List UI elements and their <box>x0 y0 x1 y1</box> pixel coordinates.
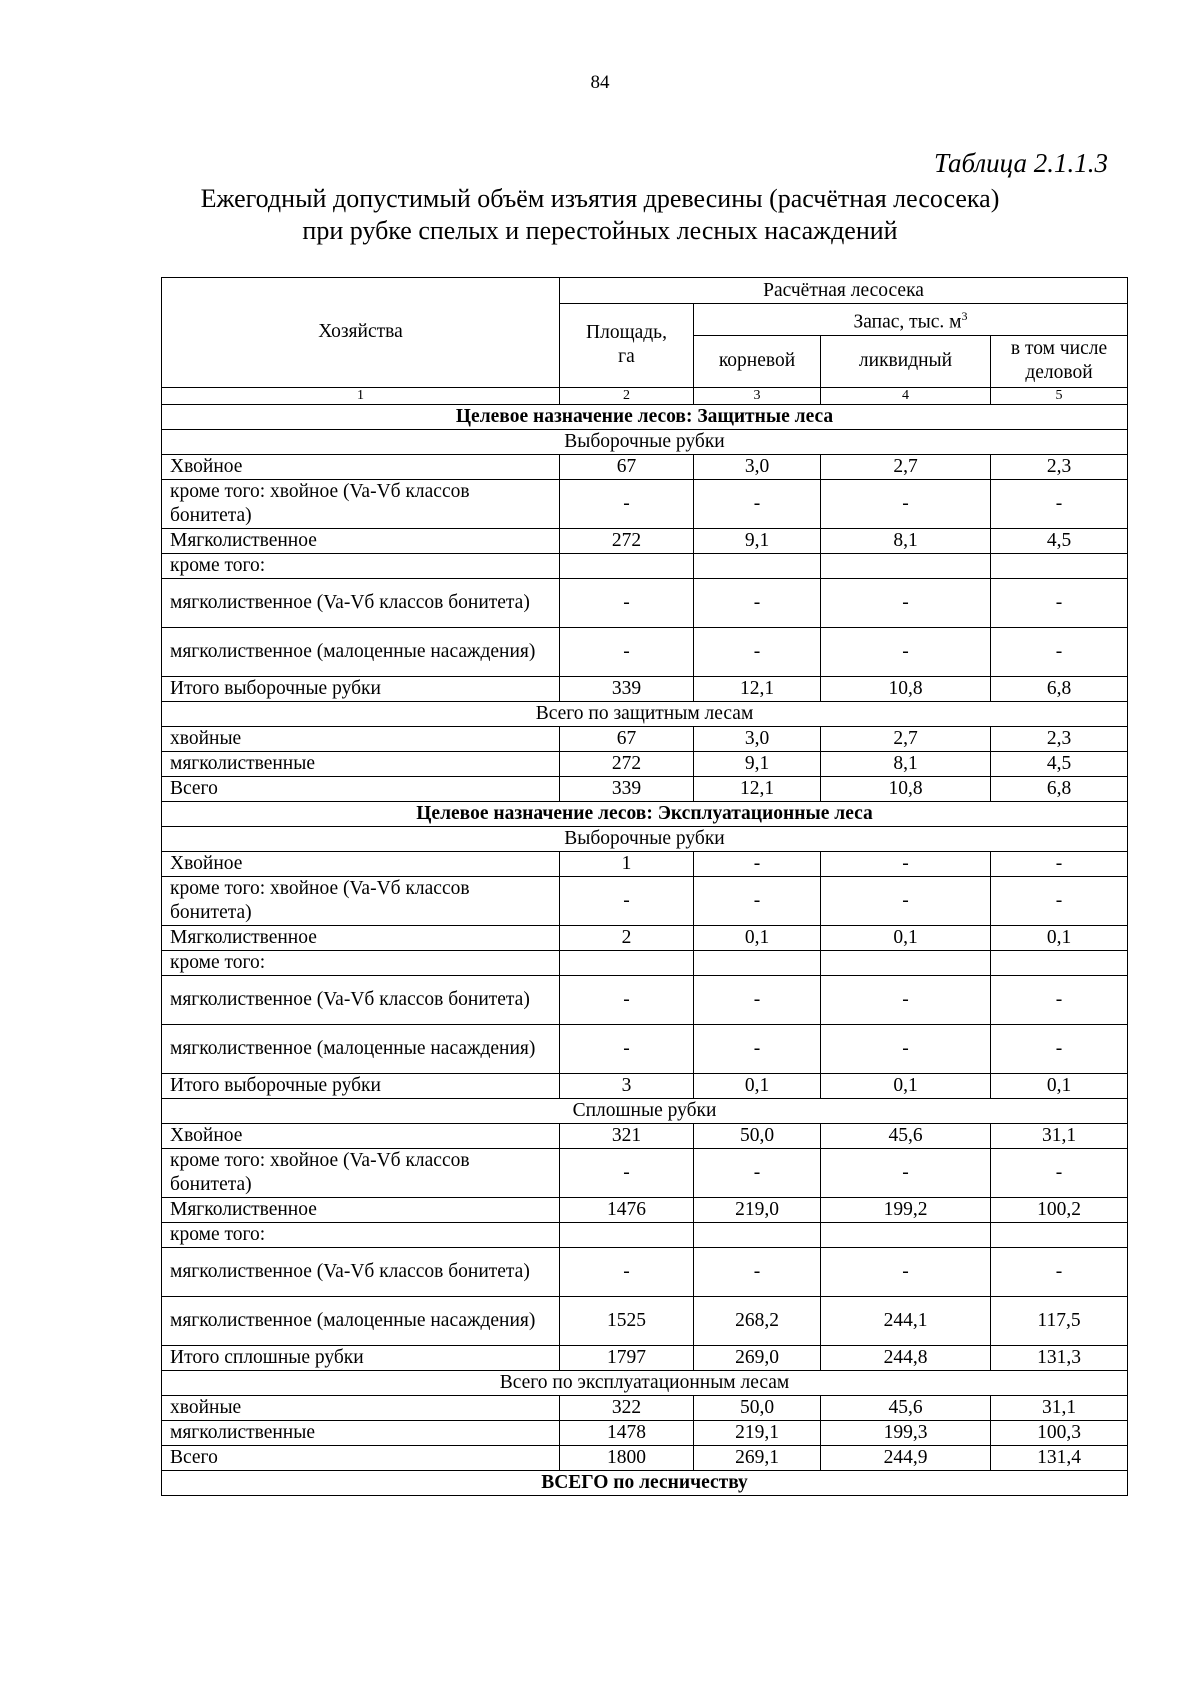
table-row <box>162 1024 1128 1073</box>
subsection-heading: Выборочные рубки <box>162 826 1128 851</box>
table-row <box>162 553 1128 578</box>
subsection-heading-row <box>162 429 1128 454</box>
root-stock-value: 269,1 <box>694 1445 821 1470</box>
column-number: 5 <box>991 387 1128 404</box>
liquid-stock-value: 199,3 <box>821 1420 991 1445</box>
row-label: кроме того: <box>162 1222 560 1247</box>
root-stock-value: 3,0 <box>694 454 821 479</box>
commercial-stock-value: 6,8 <box>991 676 1128 701</box>
header-delovoy-line2: деловой <box>1025 362 1093 383</box>
table-body <box>162 404 1128 1495</box>
commercial-stock-value: 2,3 <box>991 454 1128 479</box>
table-label: Таблица 2.1.1.3 <box>933 148 1108 178</box>
liquid-stock-value: - <box>821 876 991 925</box>
commercial-stock-value <box>991 1222 1128 1247</box>
page-number: 84 <box>590 72 610 93</box>
area-value: 322 <box>560 1395 694 1420</box>
root-stock-value: 219,1 <box>694 1420 821 1445</box>
commercial-stock-value: 0,1 <box>991 1073 1128 1098</box>
root-stock-value: - <box>694 1024 821 1073</box>
area-value: - <box>560 1024 694 1073</box>
header-ploshchad <box>560 304 694 388</box>
area-value: 1 <box>560 851 694 876</box>
liquid-stock-value <box>821 553 991 578</box>
subsection-heading-row <box>162 826 1128 851</box>
area-value: - <box>560 627 694 676</box>
section-heading: Целевое назначение лесов: Защитные леса <box>162 404 1128 429</box>
commercial-stock-value: 100,3 <box>991 1420 1128 1445</box>
row-label: Хвойное <box>162 454 560 479</box>
area-value: 1478 <box>560 1420 694 1445</box>
root-stock-value: 9,1 <box>694 751 821 776</box>
column-number: 3 <box>694 387 821 404</box>
commercial-stock-value: - <box>991 1148 1128 1197</box>
area-value: - <box>560 1247 694 1296</box>
liquid-stock-value <box>821 950 991 975</box>
root-stock-value: 268,2 <box>694 1296 821 1345</box>
root-stock-value <box>694 950 821 975</box>
row-label: Мягколиственное <box>162 925 560 950</box>
row-label: хвойные <box>162 1395 560 1420</box>
root-stock-value: - <box>694 876 821 925</box>
commercial-stock-value: 6,8 <box>991 776 1128 801</box>
table-row <box>162 1148 1128 1197</box>
row-label: мягколиственное (Va-Vб классов бонитета) <box>162 975 560 1024</box>
row-label: Итого сплошные рубки <box>162 1345 560 1370</box>
area-value: - <box>560 975 694 1024</box>
row-label: кроме того: хвойное (Va-Vб классов бонитета) <box>162 479 560 528</box>
liquid-stock-value: 45,6 <box>821 1123 991 1148</box>
column-number: 1 <box>162 387 560 404</box>
table-row <box>162 1247 1128 1296</box>
commercial-stock-value: 31,1 <box>991 1395 1128 1420</box>
liquid-stock-value: - <box>821 975 991 1024</box>
liquid-stock-value: - <box>821 479 991 528</box>
table-row <box>162 479 1128 528</box>
liquid-stock-value: 2,7 <box>821 454 991 479</box>
area-value: 272 <box>560 751 694 776</box>
root-stock-value: 12,1 <box>694 776 821 801</box>
root-stock-value: 269,0 <box>694 1345 821 1370</box>
root-stock-value: - <box>694 1148 821 1197</box>
liquid-stock-value: 10,8 <box>821 776 991 801</box>
liquid-stock-value: 0,1 <box>821 1073 991 1098</box>
row-label: мягколиственные <box>162 751 560 776</box>
subsection-heading: Выборочные рубки <box>162 429 1128 454</box>
liquid-stock-value: - <box>821 1024 991 1073</box>
row-label: кроме того: <box>162 950 560 975</box>
commercial-stock-value: 117,5 <box>991 1296 1128 1345</box>
area-value: 272 <box>560 528 694 553</box>
liquid-stock-value: 45,6 <box>821 1395 991 1420</box>
commercial-stock-value: 31,1 <box>991 1123 1128 1148</box>
row-label: мягколиственное (Va-Vб классов бонитета) <box>162 578 560 627</box>
row-label: кроме того: <box>162 553 560 578</box>
area-value: - <box>560 479 694 528</box>
row-label: мягколиственное (Va-Vб классов бонитета) <box>162 1247 560 1296</box>
table-row <box>162 1395 1128 1420</box>
table-row <box>162 578 1128 627</box>
area-value: 339 <box>560 676 694 701</box>
row-label: мягколиственные <box>162 1420 560 1445</box>
row-label: мягколиственное (малоценные насаждения) <box>162 1296 560 1345</box>
row-label: Мягколиственное <box>162 528 560 553</box>
header-ploshchad-line1: Площадь, <box>586 322 667 344</box>
header-zapas-label: Запас, тыс. м <box>853 311 962 333</box>
commercial-stock-value: - <box>991 578 1128 627</box>
area-value: - <box>560 578 694 627</box>
area-value: 1525 <box>560 1296 694 1345</box>
table-row <box>162 676 1128 701</box>
area-value: 3 <box>560 1073 694 1098</box>
root-stock-value: 50,0 <box>694 1123 821 1148</box>
area-value <box>560 1222 694 1247</box>
section-heading-row <box>162 404 1128 429</box>
row-label: Хвойное <box>162 1123 560 1148</box>
table-row <box>162 1123 1128 1148</box>
table-row <box>162 726 1128 751</box>
table-row <box>162 950 1128 975</box>
liquid-stock-value: 8,1 <box>821 528 991 553</box>
commercial-stock-value: - <box>991 876 1128 925</box>
table-row <box>162 627 1128 676</box>
liquid-stock-value: - <box>821 1247 991 1296</box>
liquid-stock-value: - <box>821 851 991 876</box>
commercial-stock-value: 2,3 <box>991 726 1128 751</box>
subsection-heading: Всего по эксплуатационным лесам <box>162 1370 1128 1395</box>
commercial-stock-value: 4,5 <box>991 751 1128 776</box>
root-stock-value: - <box>694 975 821 1024</box>
subsection-heading-row <box>162 1370 1128 1395</box>
table-row <box>162 1222 1128 1247</box>
row-label: мягколиственное (малоценные насаждения) <box>162 627 560 676</box>
commercial-stock-value: 0,1 <box>991 925 1128 950</box>
commercial-stock-value: - <box>991 627 1128 676</box>
section-heading-row <box>162 1470 1128 1495</box>
table-row <box>162 1073 1128 1098</box>
liquid-stock-value: 244,8 <box>821 1345 991 1370</box>
commercial-stock-value: 100,2 <box>991 1197 1128 1222</box>
root-stock-value: 0,1 <box>694 1073 821 1098</box>
section-heading-row <box>162 801 1128 826</box>
header-raschetnaya-lesoseka: Расчётная лесосека <box>560 278 1128 304</box>
allowable-cut-table <box>161 277 1128 1496</box>
root-stock-value: 219,0 <box>694 1197 821 1222</box>
liquid-stock-value: 244,1 <box>821 1296 991 1345</box>
area-value: - <box>560 876 694 925</box>
commercial-stock-value: 4,5 <box>991 528 1128 553</box>
table-row <box>162 751 1128 776</box>
commercial-stock-value <box>991 553 1128 578</box>
title-line-2: при рубке спелых и перестойных лесных насаждений <box>302 216 898 245</box>
root-stock-value: - <box>694 627 821 676</box>
table-row <box>162 1197 1128 1222</box>
commercial-stock-value: 131,4 <box>991 1445 1128 1470</box>
root-stock-value: 50,0 <box>694 1395 821 1420</box>
table-row <box>162 528 1128 553</box>
liquid-stock-value: - <box>821 627 991 676</box>
area-value: - <box>560 1148 694 1197</box>
table-row <box>162 851 1128 876</box>
subsection-heading-row <box>162 701 1128 726</box>
table-row <box>162 876 1128 925</box>
area-value: 67 <box>560 726 694 751</box>
table-row <box>162 1445 1128 1470</box>
table-row <box>162 1420 1128 1445</box>
root-stock-value: - <box>694 578 821 627</box>
title-line-1: Ежегодный допустимый объём изъятия древесины (расчётная лесосека) <box>200 184 1000 213</box>
area-value: 339 <box>560 776 694 801</box>
liquid-stock-value: 199,2 <box>821 1197 991 1222</box>
area-value: 67 <box>560 454 694 479</box>
column-number: 2 <box>560 387 694 404</box>
subsection-heading: Сплошные рубки <box>162 1098 1128 1123</box>
commercial-stock-value: - <box>991 1024 1128 1073</box>
table-row <box>162 776 1128 801</box>
area-value: 1476 <box>560 1197 694 1222</box>
root-stock-value <box>694 1222 821 1247</box>
area-value: 321 <box>560 1123 694 1148</box>
commercial-stock-value: - <box>991 851 1128 876</box>
row-label: кроме того: хвойное (Va-Vб классов бонитета) <box>162 1148 560 1197</box>
header-zapas-sup: 3 <box>961 309 968 323</box>
header-ploshchad-line2: га <box>618 346 635 368</box>
root-stock-value <box>694 553 821 578</box>
subsection-heading-row <box>162 1098 1128 1123</box>
root-stock-value: 0,1 <box>694 925 821 950</box>
row-label: хвойные <box>162 726 560 751</box>
table-row <box>162 925 1128 950</box>
root-stock-value: - <box>694 1247 821 1296</box>
header-delovoy-line1: в том числе <box>1010 338 1108 359</box>
area-value <box>560 553 694 578</box>
row-label: Мягколиственное <box>162 1197 560 1222</box>
area-value: 1797 <box>560 1345 694 1370</box>
header-kornevoy: корневой <box>694 335 821 387</box>
table-row <box>162 1345 1128 1370</box>
table-title <box>0 183 1200 247</box>
row-label: Всего <box>162 776 560 801</box>
commercial-stock-value: - <box>991 1247 1128 1296</box>
commercial-stock-value: - <box>991 479 1128 528</box>
liquid-stock-value: 8,1 <box>821 751 991 776</box>
root-stock-value: - <box>694 479 821 528</box>
liquid-stock-value: 244,9 <box>821 1445 991 1470</box>
area-value <box>560 950 694 975</box>
liquid-stock-value: 10,8 <box>821 676 991 701</box>
row-label: кроме того: хвойное (Va-Vб классов бонитета) <box>162 876 560 925</box>
root-stock-value: 3,0 <box>694 726 821 751</box>
header-delovoy <box>991 335 1128 387</box>
root-stock-value: 12,1 <box>694 676 821 701</box>
row-label: Всего <box>162 1445 560 1470</box>
header-zapas <box>694 304 1128 336</box>
row-label: Хвойное <box>162 851 560 876</box>
row-label: мягколиственное (малоценные насаждения) <box>162 1024 560 1073</box>
commercial-stock-value: 131,3 <box>991 1345 1128 1370</box>
liquid-stock-value: 2,7 <box>821 726 991 751</box>
header-likvidny: ликвидный <box>821 335 991 387</box>
area-value: 1800 <box>560 1445 694 1470</box>
subsection-heading: Всего по защитным лесам <box>162 701 1128 726</box>
table-row <box>162 454 1128 479</box>
commercial-stock-value: - <box>991 975 1128 1024</box>
table-row <box>162 1296 1128 1345</box>
liquid-stock-value: - <box>821 1148 991 1197</box>
liquid-stock-value: 0,1 <box>821 925 991 950</box>
section-heading: Целевое назначение лесов: Эксплуатационные леса <box>162 801 1128 826</box>
root-stock-value: - <box>694 851 821 876</box>
commercial-stock-value <box>991 950 1128 975</box>
column-number: 4 <box>821 387 991 404</box>
root-stock-value: 9,1 <box>694 528 821 553</box>
liquid-stock-value: - <box>821 578 991 627</box>
table-row <box>162 975 1128 1024</box>
header-khozyaistva: Хозяйства <box>162 278 560 388</box>
section-heading: ВСЕГО по лесничеству <box>162 1470 1128 1495</box>
area-value: 2 <box>560 925 694 950</box>
row-label: Итого выборочные рубки <box>162 1073 560 1098</box>
row-label: Итого выборочные рубки <box>162 676 560 701</box>
liquid-stock-value <box>821 1222 991 1247</box>
